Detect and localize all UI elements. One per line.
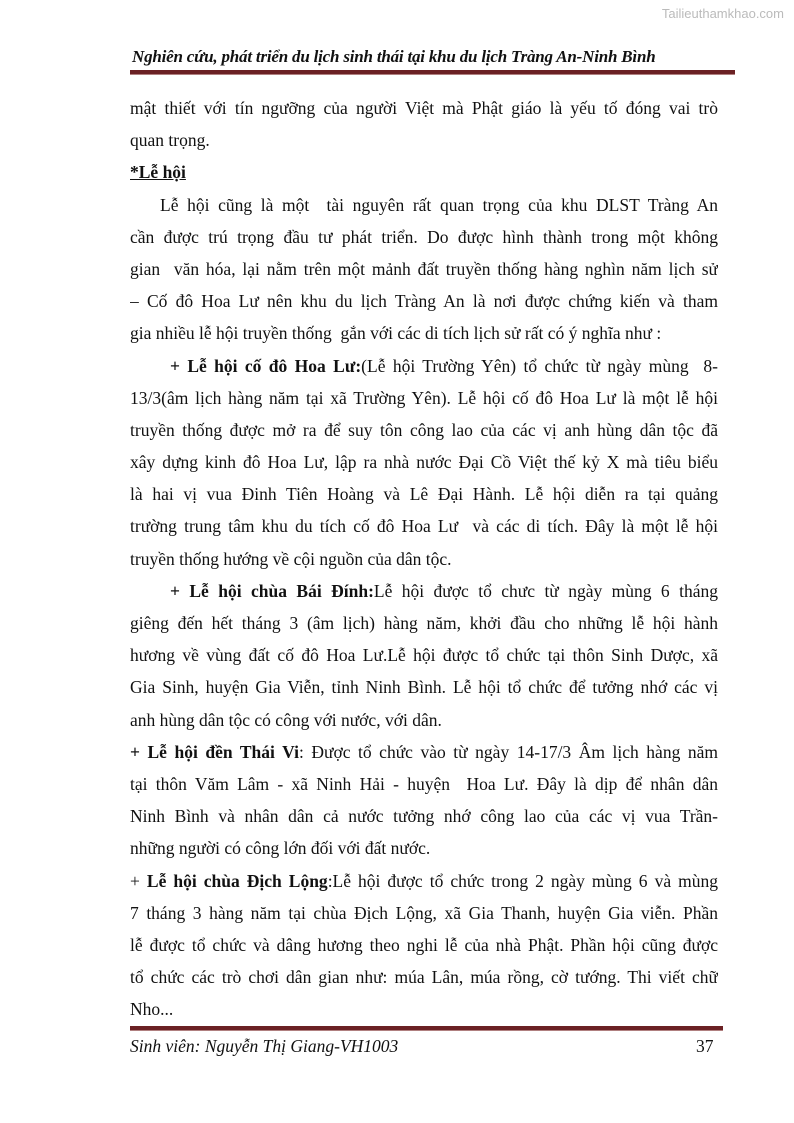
- text-run: quan trọng.: [130, 130, 210, 151]
- text-line: [130, 124, 718, 156]
- text-run: xây dựng kinh đô Hoa Lư, lập ra nhà nước Đại Cồ Việt thế kỷ X mà tiêu biểu: [130, 452, 718, 473]
- text-line: [130, 897, 718, 929]
- watermark: Tailieuthamkhao.com: [661, 6, 784, 21]
- text-run: 13/3(âm lịch hàng năm tại xã Trường Yên). Lễ hội cố đô Hoa Lư là một lễ hội: [130, 387, 718, 408]
- text-line: [130, 671, 718, 703]
- text-run: Gia Sinh, huyện Gia Viễn, tỉnh Ninh Bình. Lễ hội tổ chức để tưởng nhớ các vị: [130, 677, 718, 698]
- text-run: +: [130, 870, 147, 891]
- text-line: [130, 446, 718, 478]
- header-divider: [130, 70, 735, 75]
- text-line: [130, 543, 718, 575]
- text-run: : Được tổ chức vào từ ngày 14-17/3 Âm lịch hàng năm: [298, 741, 718, 762]
- text-run: hương về vùng đất cố đô Hoa Lư.Lễ hội được tổ chức tại thôn Sinh Dược, xã: [130, 645, 718, 666]
- text-line: [130, 639, 718, 671]
- text-run: Lễ hội cũng là một tài nguyên rất quan trọng của khu DLST Tràng An: [160, 194, 718, 215]
- text-line: [130, 317, 718, 349]
- text-line: [130, 929, 718, 961]
- text-line: [130, 510, 718, 542]
- text-run: 7 tháng 3 hàng năm tại chùa Địch Lộng, xã Gia Thanh, huyện Gia viễn. Phần: [130, 902, 718, 923]
- text-line: [130, 575, 718, 607]
- text-line: [130, 350, 718, 382]
- text-line: [130, 156, 718, 188]
- text-run: những người có công lớn đối với đất nước.: [130, 838, 431, 859]
- text-run: :Lễ hội được tổ chức trong 2 ngày mùng 6 và mùng: [327, 870, 718, 891]
- text-line: [130, 768, 718, 800]
- text-line: [130, 414, 718, 446]
- text-run: tại thôn Văm Lâm - xã Ninh Hải - huyện Hoa Lư. Đây là dịp để nhân dân: [130, 773, 718, 794]
- bold-text-run: *Lễ hội: [130, 162, 186, 183]
- text-run: mật thiết với tín ngưỡng của người Việt mà Phật giáo là yếu tố đóng vai trò: [130, 98, 718, 118]
- text-run: cần được trú trọng đầu tư phát triển. Do được hình thành trong một không: [130, 226, 718, 247]
- text-line: [130, 253, 718, 285]
- text-line: [130, 189, 718, 221]
- text-run: giêng đến hết tháng 3 (âm lịch) hàng năm, khởi đầu cho những lễ hội hành: [130, 613, 718, 633]
- text-line: [130, 993, 718, 1025]
- text-line: [130, 704, 718, 736]
- running-header-title: Nghiên cứu, phát triển du lịch sinh thái tại khu du lịch Tràng An-Ninh Bình: [132, 47, 656, 66]
- text-line: [130, 736, 718, 768]
- text-run: là hai vị vua Đinh Tiên Hoàng và Lê Đại Hành. Lễ hội diễn ra tại quảng: [130, 484, 718, 505]
- bold-text-run: + Lễ hội cố đô Hoa Lư:: [170, 355, 362, 376]
- text-run: trường trung tâm khu du tích cố đô Hoa Lư và các di tích. Đây là một lễ hội: [130, 516, 718, 537]
- text-line: [130, 478, 718, 510]
- bold-text-run: Lễ hội chùa Địch Lộng: [146, 870, 328, 891]
- footer-student-name: Sinh viên: Nguyễn Thị Giang-VH1003: [130, 1036, 399, 1056]
- document-body: [130, 92, 718, 1025]
- text-run: – Cố đô Hoa Lư nên khu du lịch Tràng An là nơi được chứng kiến và tham: [130, 291, 718, 312]
- text-run: Lễ hội được tổ chưc từ ngày mùng 6 tháng: [373, 580, 718, 601]
- text-run: truyền thống được mở ra để suy tôn công lao của các vị anh hùng dân tộc đã: [130, 419, 718, 440]
- text-line: [130, 961, 718, 993]
- text-line: [130, 92, 718, 124]
- text-run: tổ chức các trò chơi dân gian như: múa Lân, múa rồng, cờ tướng. Thi viết chữ: [130, 967, 718, 988]
- text-line: [130, 800, 718, 832]
- text-run: lễ được tổ chức và dâng hương theo nghi lễ của nhà Phật. Phần hội cũng được: [130, 934, 718, 955]
- text-line: [130, 285, 718, 317]
- bold-text-run: + Lễ hội đền Thái Vi: [130, 741, 299, 762]
- text-run: (Lễ hội Trường Yên) tổ chức từ ngày mùng 8-: [361, 355, 718, 376]
- text-line: [130, 382, 718, 414]
- footer-divider: [130, 1026, 723, 1031]
- text-run: truyền thống hướng về cội nguồn của dân tộc.: [130, 548, 452, 569]
- text-line: [130, 607, 718, 639]
- text-run: Nho...: [130, 999, 174, 1020]
- text-line: [130, 832, 718, 864]
- text-run: anh hùng dân tộc có công với nước, với dân.: [130, 709, 442, 730]
- bold-text-run: + Lễ hội chùa Bái Đính:: [170, 580, 374, 601]
- text-line: [130, 221, 718, 253]
- text-run: gia nhiều lễ hội truyền thống gắn với các di tích lịch sử rất có ý nghĩa như :: [130, 323, 662, 344]
- page-number: 37: [696, 1036, 714, 1056]
- text-run: Ninh Bình và nhân dân cả nước tưởng nhớ công lao của các vị vua Trần-: [130, 806, 718, 827]
- text-run: gian văn hóa, lại nằm trên một mảnh đất truyền thống hàng nghìn năm lịch sử: [130, 258, 718, 279]
- text-line: [130, 865, 718, 897]
